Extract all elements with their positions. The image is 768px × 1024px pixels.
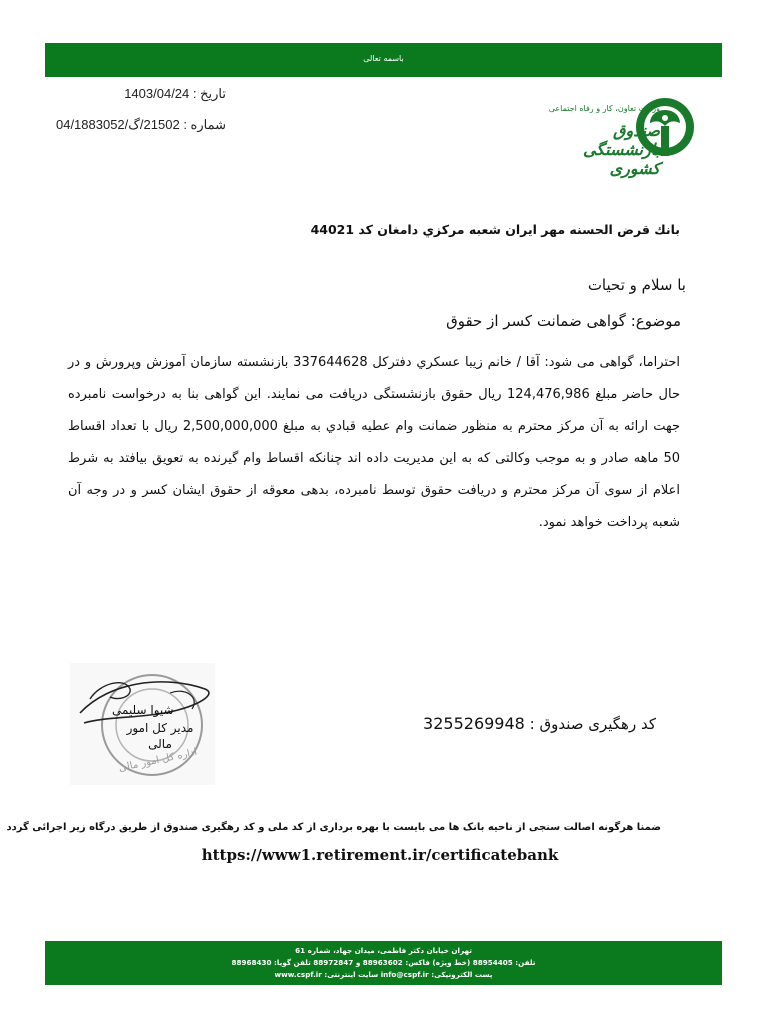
subject: موضوع: گواهی ضمانت کسر از حقوق: [446, 312, 681, 330]
header-bar-text: باسمه تعالی: [363, 54, 404, 63]
logo-name-text: صندوق بازنشستگی کشوری: [582, 121, 660, 178]
footer-bar: [45, 941, 722, 985]
greeting: با سلام و تحیات: [587, 276, 686, 294]
signatory-name: شیوا سلیمی: [112, 703, 174, 717]
footer-web: پست الکترونیکی: info@cspf.ir سایت اینترنتی: www.cspf.ir: [274, 970, 493, 979]
number-line: [56, 117, 226, 133]
header-bar: [45, 43, 722, 77]
letter-body: احتراما، گواهی می شود: آقا / خانم زیبا عسكري دفترکل 337644628 بازنشسته سازمان آموزش وپرورش و در حال حاضر مبلغ 124,476,986 ریال حقوق بازنشستگی دریافت می نمایند. این گواهی بنا به درخواست نامبرده جهت ارائه به آن مرکز محترم به منظور ضمانت وام عطیه قبادي به مبلغ 2,500,000,000 ریال با تعداد اقساط 50 ماهه صادر و به موجب وکالتی که به این مدیریت داده اند چنانکه اقساط وام گیرنده به تعویق بیافتد به شرط اعلام از سوی آن مرکز محترم و دریافت حقوق توسط نامبرده، بدهی معوقه از حقوق ایشان کسر و در وجه آن شعبه پرداخت خواهد نمود.: [68, 355, 680, 530]
verification-link[interactable]: https://www1.retirement.ir/certificatebank: [201, 846, 559, 864]
date-line: [124, 86, 226, 102]
tracking-label: کد رهگیری صندوق :: [529, 715, 656, 733]
date-value: 1403/04/24: [124, 86, 190, 101]
footer-address: تهران خیابان دکتر فاطمی، میدان جهاد، شماره 61: [295, 946, 472, 955]
verification-notice: ضمنا هرگونه اصالت سنجی از ناحیه بانک ها می بایست با بهره برداری از کد ملی و کد رهگیری صندوق از طریق درگاه زیر اجرائی گردد: [6, 822, 661, 833]
footer-phones: تلفن: 88954405 (خط ویژه) فاکس: 88963602 و 88972847 تلفن گویا: 88968430: [231, 958, 536, 967]
number-value: 21502/گ/04/1883052: [55, 117, 180, 132]
number-label: شماره :: [183, 117, 226, 132]
tracking-code: [423, 714, 656, 733]
tracking-value: 3255269948: [423, 714, 525, 733]
date-label: تاریخ :: [192, 86, 226, 101]
signatory-title: مدیر کل امور مالی: [126, 721, 194, 751]
stamp-text: اداره کل امور مالی: [117, 746, 199, 775]
logo-text: [548, 102, 660, 178]
recipient: بانك قرض الحسنه مهر ايران شعبه مرکزي دامغان کد 44021: [310, 222, 680, 237]
logo-ministry-text: وزارت تعاون، کار و رفاه اجتماعی: [548, 104, 660, 113]
